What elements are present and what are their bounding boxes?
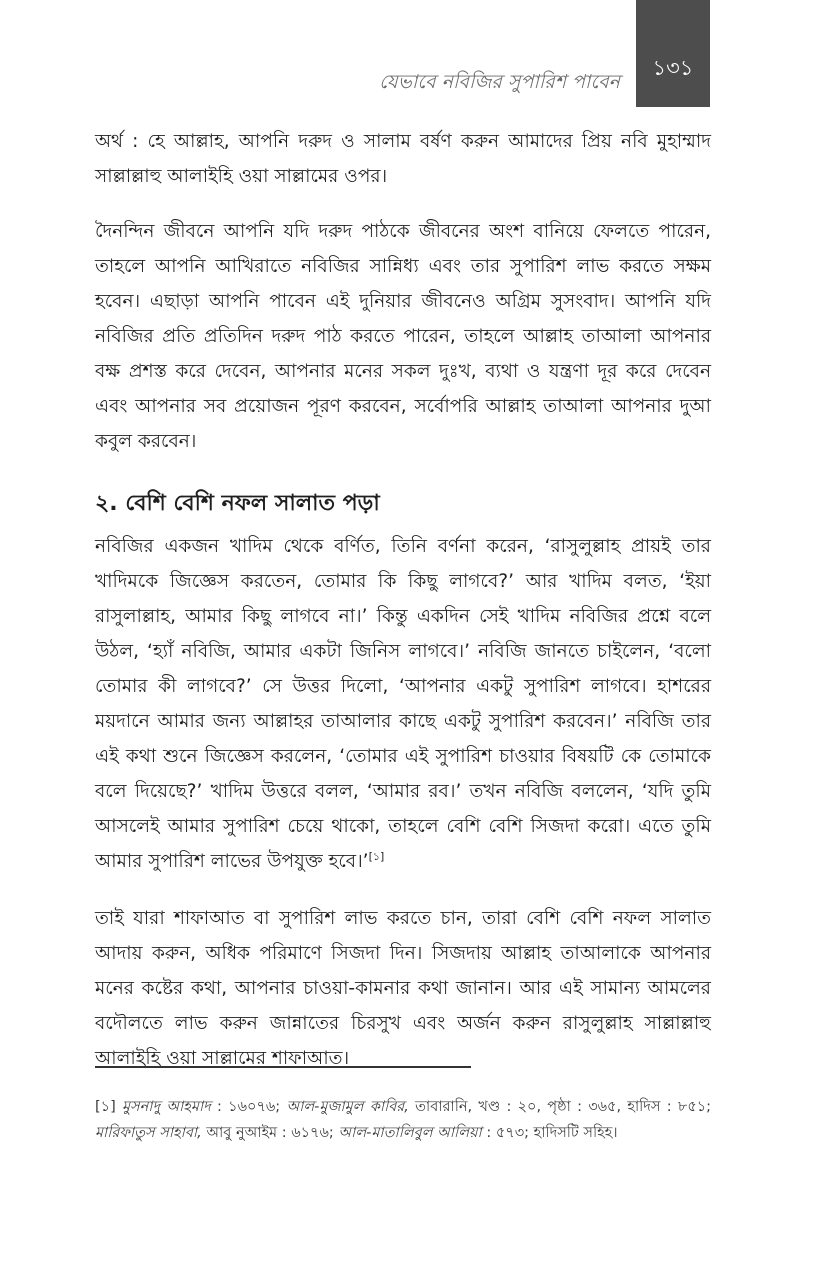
footnote-source-2: আল-মুজামুল কাবির, (286, 1099, 409, 1115)
running-head-title: যেভাবে নবিজির সুপারিশ পাবেন (379, 71, 620, 93)
footnote-reference[interactable]: [১] (368, 849, 385, 863)
footnote (95, 1094, 711, 1146)
page-number: ১৩১ (652, 56, 694, 80)
footnote-marker: [১] (95, 1099, 116, 1115)
page-content (95, 124, 711, 1076)
daily-durood-paragraph: দৈনন্দিন জীবনে আপনি যদি দরুদ পাঠকে জীবনের অংশ বানিয়ে ফেলতে পারেন, তাহলে আপনি আখিরাতে নবিজির সান্নিধ্য এবং তার সুপারিশ লাভ করতে সক্ষম হবেন। এছাড়া আপনি পাবেন এই দুনিয়ার জীবনেও অগ্রিম সুসংবাদ। আপনি যদি নবিজির প্রতি প্রতিদিন দরুদ পাঠ করতে পারেন, তাহলে আল্লাহ তাআলা আপনার বক্ষ প্রশস্ত করে দেবেন, আপনার মনের সকল দুঃখ, ব্যথা ও যন্ত্রণা দূর করে দেবেন এবং আপনার সব প্রয়োজন পূরণ করবেন, সর্বোপরি আল্লাহ তাআলা আপনার দুআ কবুল করবেন। (95, 221, 711, 452)
meaning-paragraph: অর্থ : হে আল্লাহ, আপনি দরুদ ও সালাম বর্ষণ করুন আমাদের প্রিয় নবি মুহাম্মাদ সাল্লাল্লাহু আলাইহি ওয়া সাল্লামের ওপর। (95, 131, 711, 187)
footnote-ref-4: : ৫৭৩; হাদিসটি সহিহ। (481, 1125, 618, 1141)
footnote-ref-3: আবু নুআইম : ৬১৭৬; (201, 1125, 339, 1141)
footnote-source-4: আল-মাতালিবুল আলিয়া (338, 1125, 482, 1141)
footnote-divider (95, 1066, 471, 1068)
footnote-source-1: মুসনাদু আহমাদ (122, 1099, 211, 1115)
footnote-ref-1: : ১৬০৭৬; (210, 1099, 287, 1115)
closing-paragraph: তাই যারা শাফাআত বা সুপারিশ লাভ করতে চান, তারা বেশি বেশি নফল সালাত আদায় করুন, অধিক পরিমাণে সিজদা দিন। সিজদায় আল্লাহ তাআলাকে আপনার মনের কষ্টের কথা, আপনার চাওয়া-কামনার কথা জানান। আর এই সামান্য আমলের বদৌলতে লাভ করুন জান্নাতের চিরসুখ এবং অর্জন করুন রাসুলুল্লাহ সাল্লাল্লাহু আলাইহি ওয়া সাল্লামের শাফাআত। (95, 908, 711, 1069)
footnote-ref-2: তাবারানি, খণ্ড : ২০, পৃষ্ঠা : ৩৬৫, হাদিস : ৮৫১; (408, 1099, 712, 1115)
section-heading: ২. বেশি বেশি নফল সালাত পড়া (95, 491, 380, 516)
story-paragraph (95, 529, 711, 879)
story-text: নবিজির একজন খাদিম থেকে বর্ণিত, তিনি বর্ণনা করেন, ‘রাসুলুল্লাহ প্রায়ই তার খাদিমকে জিজ্ঞেস করতেন, তোমার কি কিছু লাগবে?’ আর খাদিম বলত, ‘ইয়া রাসুলাল্লাহ, আমার কিছু লাগবে না।’ কিন্তু একদিন সেই খাদিম নবিজির প্রশ্নে বলে উঠল, ‘হ্যাঁ নবিজি, আমার একটা জিনিস লাগবে।’ নবিজি জানতে চাইলেন, ‘বলো তোমার কী লাগবে?’ সে উত্তর দিলো, ‘আপনার একটু সুপারিশ লাগবে। হাশরের ময়দানে আমার জন্য আল্লাহর তাআলার কাছে একটু সুপারিশ করবেন।’ নবিজি তার এই কথা শুনে জিজ্ঞেস করলেন, ‘তোমার এই সুপারিশ চাওয়ার বিষয়টি কে তোমাকে বলে দিয়েছে?’ খাদিম উত্তরে বলল, ‘আমার রব।’ তখন নবিজি বললেন, ‘যদি তুমি আসলেই আমার সুপারিশ চেয়ে থাকো, তাহলে বেশি বেশি সিজদা করো। এতে তুমি আমার সুপারিশ লাভের উপযুক্ত হবে।’ (95, 536, 711, 872)
page-number-box (636, 0, 710, 107)
footnote-source-3: মারিফাতুস সাহাবা, (95, 1125, 202, 1141)
